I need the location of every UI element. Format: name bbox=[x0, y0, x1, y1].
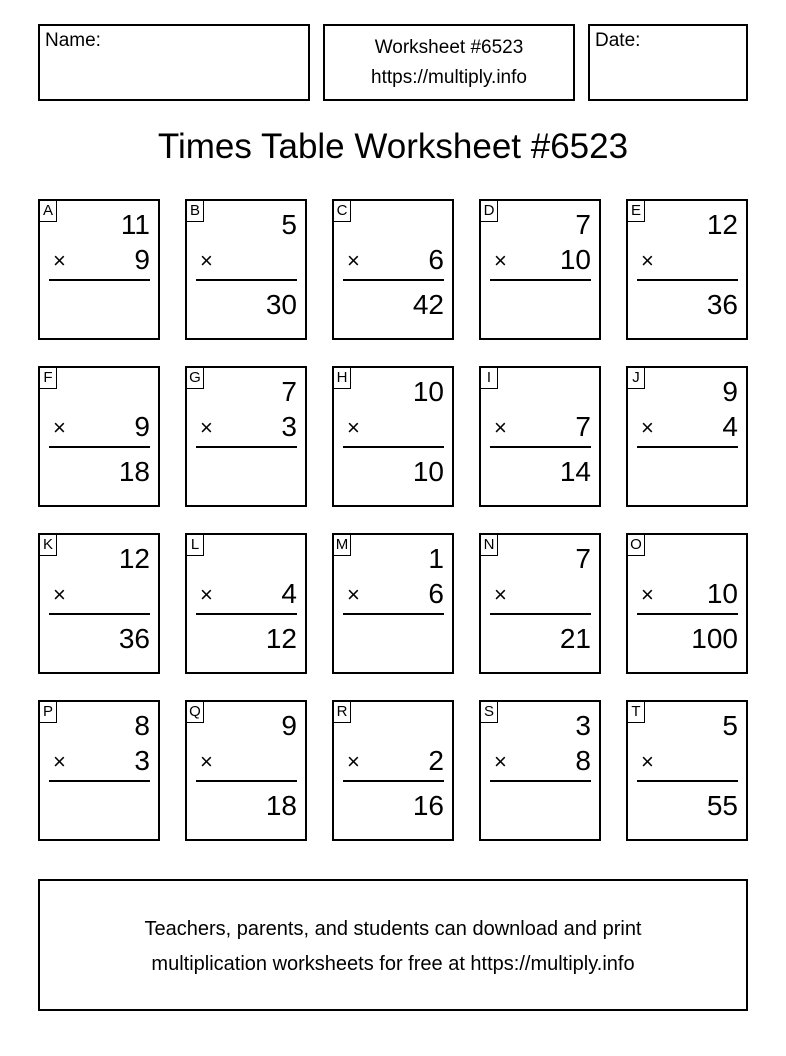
multiplier: 9 bbox=[134, 244, 150, 275]
product: 36 bbox=[118, 623, 150, 654]
multiplicand: 12 bbox=[118, 543, 150, 574]
problem-label: I bbox=[480, 367, 498, 389]
product: 100 bbox=[691, 623, 738, 654]
product: 18 bbox=[118, 456, 150, 487]
answer-rule bbox=[490, 446, 591, 448]
worksheet-number: Worksheet #6523 bbox=[374, 37, 524, 58]
product: 18 bbox=[265, 790, 297, 821]
times-symbol: × bbox=[641, 248, 654, 273]
times-symbol: × bbox=[200, 582, 213, 607]
answer-rule bbox=[196, 446, 297, 448]
problem-h bbox=[332, 366, 454, 507]
problem-label: R bbox=[333, 701, 351, 723]
answer-rule bbox=[490, 613, 591, 615]
times-symbol: × bbox=[347, 582, 360, 607]
problem-s bbox=[479, 700, 601, 841]
times-symbol: × bbox=[200, 415, 213, 440]
problem-label: D bbox=[480, 200, 498, 222]
date-label: Date: bbox=[595, 30, 641, 51]
answer-rule bbox=[637, 279, 738, 281]
answer-rule bbox=[196, 279, 297, 281]
problem-t bbox=[626, 700, 748, 841]
multiplier: 2 bbox=[428, 745, 444, 776]
problem-label: J bbox=[627, 367, 645, 389]
problem-label: L bbox=[186, 534, 204, 556]
multiplier: 8 bbox=[575, 745, 591, 776]
problem-c bbox=[332, 199, 454, 340]
problem-i bbox=[479, 366, 601, 507]
product: 21 bbox=[559, 623, 591, 654]
problem-n bbox=[479, 533, 601, 674]
problem-label: B bbox=[186, 200, 204, 222]
date-field-box[interactable] bbox=[588, 24, 748, 101]
multiplicand: 5 bbox=[281, 209, 297, 240]
problem-b bbox=[185, 199, 307, 340]
problem-label: N bbox=[480, 534, 498, 556]
problem-m bbox=[332, 533, 454, 674]
product: 12 bbox=[265, 623, 297, 654]
answer-rule bbox=[196, 780, 297, 782]
multiplier: 9 bbox=[134, 411, 150, 442]
problem-g bbox=[185, 366, 307, 507]
problem-a bbox=[38, 199, 160, 340]
product: 55 bbox=[706, 790, 738, 821]
multiplicand: 11 bbox=[120, 209, 150, 240]
problem-label: O bbox=[627, 534, 645, 556]
answer-rule bbox=[49, 446, 150, 448]
problem-label: H bbox=[333, 367, 351, 389]
multiplier: 4 bbox=[722, 411, 738, 442]
problem-label: A bbox=[39, 200, 57, 222]
times-symbol: × bbox=[494, 582, 507, 607]
answer-rule bbox=[343, 613, 444, 615]
multiplier: 10 bbox=[559, 244, 591, 275]
multiplicand: 7 bbox=[575, 209, 591, 240]
footer-line-1: Teachers, parents, and students can download and print bbox=[144, 918, 642, 940]
footer-box bbox=[38, 879, 748, 1011]
times-symbol: × bbox=[641, 415, 654, 440]
multiplier: 7 bbox=[575, 411, 591, 442]
times-symbol: × bbox=[494, 749, 507, 774]
problem-q bbox=[185, 700, 307, 841]
product: 36 bbox=[706, 289, 738, 320]
multiplicand: 9 bbox=[281, 710, 297, 741]
problem-d bbox=[479, 199, 601, 340]
multiplier: 3 bbox=[134, 745, 150, 776]
problem-f bbox=[38, 366, 160, 507]
multiplicand: 7 bbox=[575, 543, 591, 574]
problem-label: G bbox=[186, 367, 204, 389]
times-symbol: × bbox=[347, 248, 360, 273]
multiplier: 6 bbox=[428, 578, 444, 609]
problem-k bbox=[38, 533, 160, 674]
problem-label: S bbox=[480, 701, 498, 723]
problem-o bbox=[626, 533, 748, 674]
times-symbol: × bbox=[53, 749, 66, 774]
product: 14 bbox=[559, 456, 591, 487]
answer-rule bbox=[490, 780, 591, 782]
times-symbol: × bbox=[641, 582, 654, 607]
name-label: Name: bbox=[45, 30, 101, 51]
multiplier: 3 bbox=[281, 411, 297, 442]
problem-p bbox=[38, 700, 160, 841]
multiplicand: 9 bbox=[722, 376, 738, 407]
problem-label: E bbox=[627, 200, 645, 222]
times-symbol: × bbox=[53, 248, 66, 273]
times-symbol: × bbox=[494, 415, 507, 440]
answer-rule bbox=[49, 279, 150, 281]
problem-label: T bbox=[627, 701, 645, 723]
worksheet-id-box bbox=[323, 24, 575, 101]
answer-rule bbox=[343, 780, 444, 782]
times-symbol: × bbox=[347, 749, 360, 774]
name-field-box[interactable] bbox=[38, 24, 310, 101]
answer-rule bbox=[343, 279, 444, 281]
problem-label: M bbox=[333, 534, 351, 556]
multiplicand: 3 bbox=[575, 710, 591, 741]
footer-line-2: multiplication worksheets for free at https://multiply.info bbox=[151, 953, 635, 975]
problem-l bbox=[185, 533, 307, 674]
times-symbol: × bbox=[200, 248, 213, 273]
multiplicand: 1 bbox=[428, 543, 444, 574]
times-symbol: × bbox=[53, 582, 66, 607]
times-symbol: × bbox=[494, 248, 507, 273]
worksheet-url: https://multiply.info bbox=[371, 67, 527, 88]
problem-label: K bbox=[39, 534, 57, 556]
multiplicand: 12 bbox=[706, 209, 738, 240]
product: 16 bbox=[412, 790, 444, 821]
answer-rule bbox=[49, 780, 150, 782]
answer-rule bbox=[637, 446, 738, 448]
page-title: Times Table Worksheet #6523 bbox=[157, 127, 629, 166]
problem-j bbox=[626, 366, 748, 507]
problem-label: P bbox=[39, 701, 57, 723]
multiplier: 6 bbox=[428, 244, 444, 275]
product: 42 bbox=[412, 289, 444, 320]
answer-rule bbox=[343, 446, 444, 448]
problem-label: C bbox=[333, 200, 351, 222]
times-symbol: × bbox=[53, 415, 66, 440]
times-symbol: × bbox=[641, 749, 654, 774]
problem-label: F bbox=[39, 367, 57, 389]
product: 10 bbox=[412, 456, 444, 487]
answer-rule bbox=[49, 613, 150, 615]
multiplier: 10 bbox=[706, 578, 738, 609]
problem-e bbox=[626, 199, 748, 340]
times-symbol: × bbox=[200, 749, 213, 774]
multiplicand: 8 bbox=[134, 710, 150, 741]
product: 30 bbox=[265, 289, 297, 320]
multiplicand: 7 bbox=[281, 376, 297, 407]
answer-rule bbox=[196, 613, 297, 615]
answer-rule bbox=[637, 780, 738, 782]
multiplicand: 5 bbox=[722, 710, 738, 741]
answer-rule bbox=[490, 279, 591, 281]
multiplier: 4 bbox=[281, 578, 297, 609]
answer-rule bbox=[637, 613, 738, 615]
problem-label: Q bbox=[186, 701, 204, 723]
times-symbol: × bbox=[347, 415, 360, 440]
problem-r bbox=[332, 700, 454, 841]
multiplicand: 10 bbox=[412, 376, 444, 407]
